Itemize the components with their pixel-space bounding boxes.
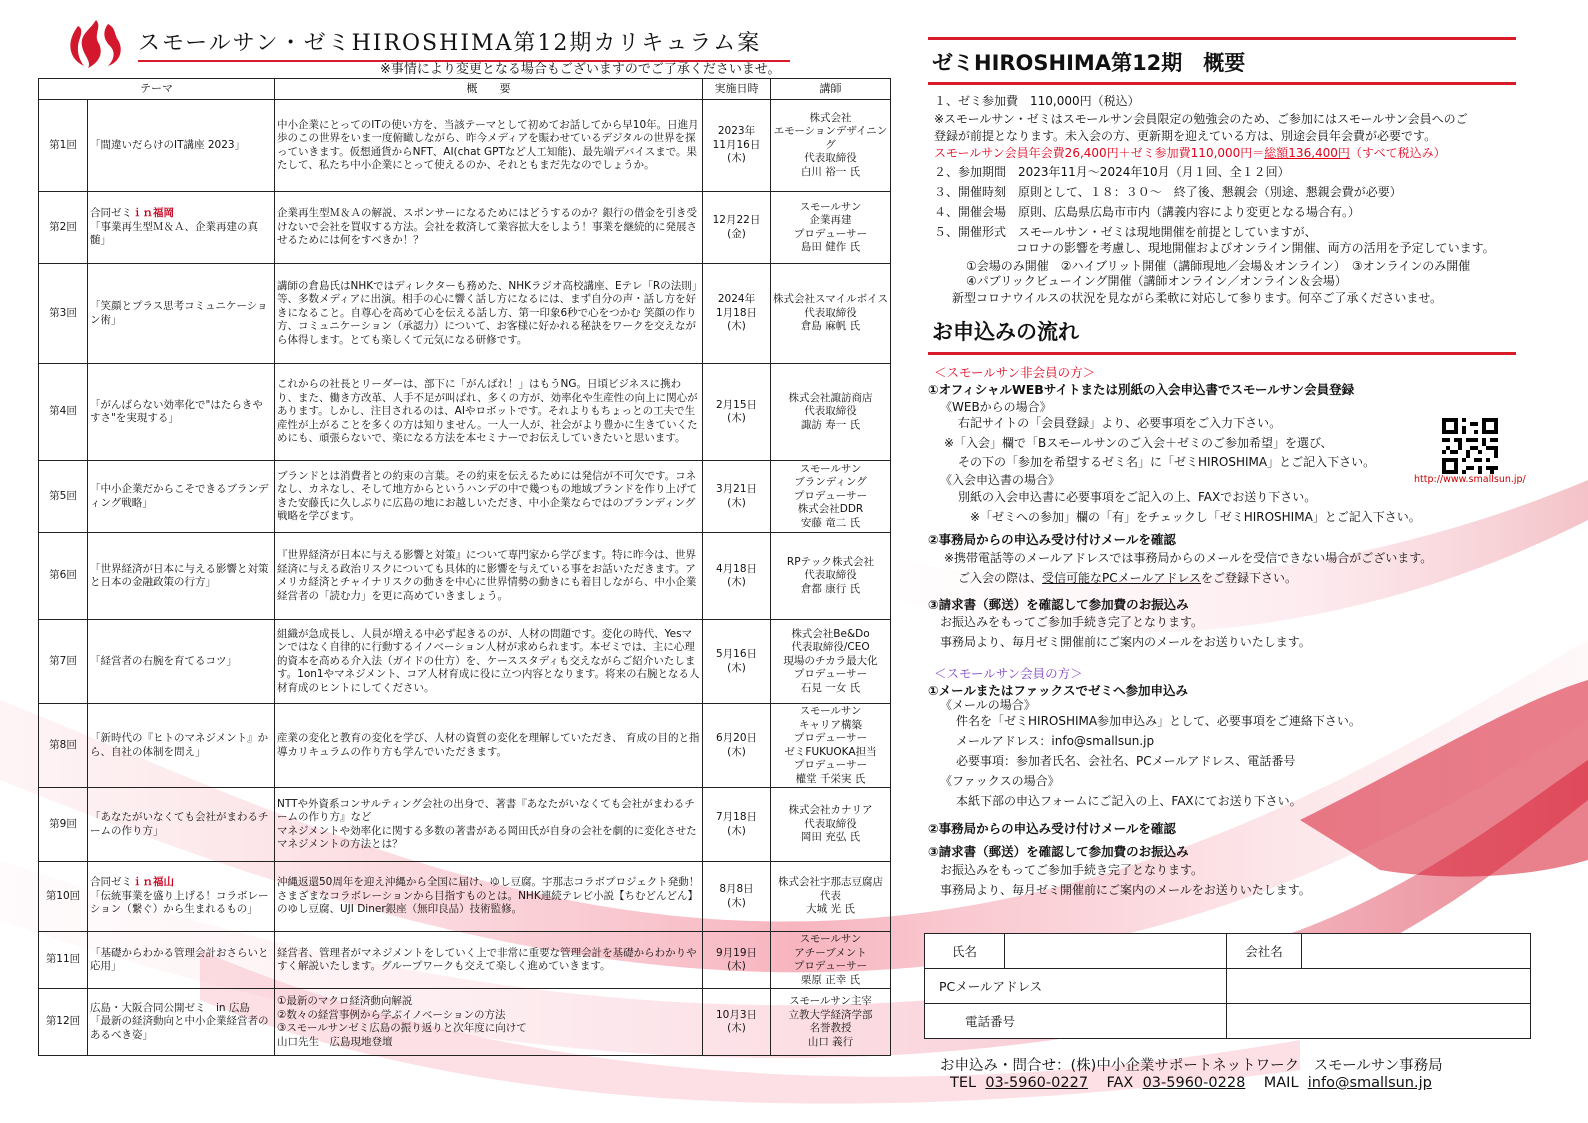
lecturer-line: 株式会社カナリア xyxy=(788,804,873,817)
nm-step2-2a: ご入会の際は、 xyxy=(958,571,1043,585)
m-mail-3: 必要事項：参加者氏名、会社名、PCメールアドレス、電話番号 xyxy=(956,754,1296,768)
session-date-line: 11月16日 xyxy=(712,138,761,151)
lecturer-line: 名誉教授 xyxy=(809,1022,852,1034)
session-theme-text: 「伝統事業を盛り上げる！コラボレーション（繋ぐ）から生まれるもの」 xyxy=(90,889,269,916)
session-theme-text: 「基礎からわかる管理会計おさらいと応用」 xyxy=(90,946,269,972)
session-lecturer xyxy=(771,620,891,704)
lecturer-line: ゼミFUKUOKA担当 xyxy=(784,745,877,758)
session-theme-text: 「新時代の『ヒトのマネジメント』から、自社の体制を問え」 xyxy=(90,732,269,758)
lecturer-line: 代表取締役 xyxy=(804,152,857,165)
table-row xyxy=(39,989,891,1056)
flow-heading: お申込みの流れ xyxy=(932,320,1079,344)
lecturer-line: 代表取締役 xyxy=(804,405,857,418)
session-date-line: 9月19日 xyxy=(715,946,758,959)
m-step3: ③請求書（郵送）を確認して参加費のお振込み xyxy=(928,844,1189,859)
session-theme xyxy=(88,364,275,461)
session-date-line: (木) xyxy=(727,824,746,837)
session-theme xyxy=(88,264,275,364)
flow-bar xyxy=(928,352,1516,355)
session-theme-text: 「事業再生型Ｍ＆Ａ、企業再建の真髄」 xyxy=(90,220,258,247)
session-theme-text: 「がんばらない効率化で"はたらきやすさ"を実現する」 xyxy=(90,398,263,424)
mail-label: MAIL xyxy=(1263,1075,1299,1091)
session-theme-text: 「経営者の右腕を育てるコツ」 xyxy=(90,654,237,667)
lecturer-line: プロデューサー xyxy=(793,668,868,681)
curriculum-table xyxy=(38,78,891,1056)
session-date-line: (木) xyxy=(727,960,746,972)
fee-line: １、ゼミ参加費 110,000円（税込） xyxy=(934,94,1140,108)
session-lecturer xyxy=(771,788,891,862)
joint-seminar-text: 合同ゼミｉｎ福岡 xyxy=(90,207,174,220)
lecturer-line: 大城 光 氏 xyxy=(806,903,855,916)
session-date xyxy=(703,620,771,704)
session-number: 第2回 xyxy=(39,192,88,264)
format-line-2: コロナの影響を考慮し、現地開催およびオンライン開催、両方の活用を予定しています。 xyxy=(1016,241,1495,255)
session-theme xyxy=(88,989,275,1056)
lecturer-line: 權堂 千栄実 氏 xyxy=(795,772,866,785)
session-number: 第9回 xyxy=(39,788,88,862)
nm-web-2: ※「入会」欄で「Bスモールサンのご入会＋ゼミのご参加希望」を選び、 xyxy=(944,436,1333,450)
smallsun-logo-icon xyxy=(66,16,124,70)
session-number: 第8回 xyxy=(39,704,88,788)
period-line: ２、参加期間 2023年11月～2024年10月（月１回、全１２回） xyxy=(934,165,1290,179)
session-lecturer xyxy=(771,704,891,788)
session-date-line: (木) xyxy=(727,661,746,674)
session-theme-text: 「世界経済が日本に与える影響と対策と日本の金融政策の行方」 xyxy=(90,562,269,588)
nm-step3: ③請求書（郵送）を確認して参加費のお振込み xyxy=(928,597,1189,612)
nm-paper-2: ※「ゼミへの参加」欄の「有」をチェックし「ゼミHIROSHIMA」とご記入下さい。 xyxy=(970,510,1421,524)
lecturer-line: プロデューサー xyxy=(793,227,868,240)
nm-step3-1: お振込みをもってご参加手続き完了となります。 xyxy=(940,615,1204,629)
lecturer-line: スモールサン xyxy=(799,200,862,213)
session-summary: 産業の変化と教育の変化を学び、人材の資質の変化を理解していただき、 育成の目的と指導カリキュラムの作り方も学んでいただきます。 xyxy=(275,704,703,788)
format-note: 新型コロナウイルスの状況を見ながら柔軟に対応して参ります。何卒ご了承くださいませ。 xyxy=(952,291,1442,305)
form-row-name xyxy=(925,934,1531,969)
m-mail-2: メールアドレス：info@smallsun.jp xyxy=(956,734,1155,748)
session-summary: 講師の倉島氏はNHKではディレクターも務めた、NHKラジオ高校講座、Eテレ「Rの法則」等、多数メディアに出演。相手の心に響く話し方になるには、まず自分の声・話し方を好きになること。自尊心を高めて心を伝える話し方、第一印象6秒で心をつかむ 笑顔の作り方、コミュニケーション（承認力）について、お客様に好かれる秘訣をワークを交えながら体得します。とても楽しくて元気になる研修です。 xyxy=(275,264,703,364)
lecturer-line: スモールサン xyxy=(799,933,862,945)
session-theme xyxy=(88,788,275,862)
session-date-line: (木) xyxy=(727,320,746,333)
lecturer-line: RPテック株式会社 xyxy=(786,555,875,568)
session-theme-text: 「間違いだらけのIT講座 2023」 xyxy=(90,138,246,151)
nm-step2-1: ※携帯電話等のメールアドレスでは事務局からのメールを受信できない場合がございます。 xyxy=(944,551,1433,565)
table-row xyxy=(39,100,891,192)
contact-line: お申込み・問合せ：(株)中小企業サポートネットワーク スモールサン事務局 xyxy=(940,1058,1443,1074)
session-theme-text: 「中小企業だからこそできるブランディング戦略」 xyxy=(90,483,269,509)
tel-label: TEL xyxy=(950,1075,977,1091)
lecturer-line: 代表 xyxy=(820,889,841,902)
header-date: 実施日時 xyxy=(703,79,771,100)
lecturer-line: プロデューサー xyxy=(793,759,868,771)
nm-step3-2: 事務局より、毎月ゼミ開催前にご案内のメールをお送りいたします。 xyxy=(940,635,1311,649)
m-step3-1: お振込みをもってご参加手続き完了となります。 xyxy=(940,863,1204,877)
session-date-line: (木) xyxy=(727,896,746,909)
change-notice: ※事情により変更となる場合もございますのでご了承くださいませ。 xyxy=(380,62,781,77)
lecturer-line: 石見 一女 氏 xyxy=(800,681,861,694)
lecturer-line: 立教大学経済学部 xyxy=(788,1008,873,1021)
session-theme xyxy=(88,620,275,704)
overview-top-bar xyxy=(928,37,1516,40)
lecturer-line: 代表取締役 xyxy=(804,306,857,319)
session-date-line: 3月21日 xyxy=(715,483,758,495)
session-number: 第10回 xyxy=(39,862,88,932)
session-date xyxy=(703,364,771,461)
table-row xyxy=(39,704,891,788)
session-lecturer xyxy=(771,100,891,192)
session-date xyxy=(703,704,771,788)
m-mail: 《メールの場合》 xyxy=(940,698,1036,712)
format-options-1: ①会場のみ開催 ②ハイブリット開催（講師現地／会場＆オンライン） ③オンラインのみ開催 xyxy=(966,259,1471,273)
curriculum-title: スモールサン・ゼミHIROSHIMA第12期カリキュラム案 xyxy=(138,31,762,56)
session-summary: 『世界経済が日本に与える影響と対策』について専門家から学びます。特に昨今は、世界経済に与える政治リスクについても具体的に影響を与えている事をお話いただきます。アメリカ経済とチャイナリスクの動きを中心に世界情勢の動きにも着目しながら、中小企業経営者の「読む力」を更に高めていきましょう。 xyxy=(275,533,703,620)
session-summary: 企業再生型Ｍ＆Ａの解説、スポンサーになるためにはどうするのか？銀行の借金を引き受けないで会社を買収する方法。会社を救済して業容拡大をしよう！事業を継続的に発展させるためには何をすべきか！？ xyxy=(275,192,703,264)
session-lecturer xyxy=(771,264,891,364)
session-theme xyxy=(88,862,275,932)
form-phone-label: 電話番号 xyxy=(925,1004,1227,1039)
form-company-field[interactable] xyxy=(1302,934,1531,969)
site-url[interactable]: http://www.smallsun.jp/ xyxy=(1414,474,1526,485)
lecturer-line: 岡田 充弘 氏 xyxy=(800,831,861,844)
lecturer-line: 白川 裕一 氏 xyxy=(800,165,861,178)
joint-seminar-label xyxy=(90,876,272,890)
form-company-label: 会社名 xyxy=(1227,934,1302,969)
table-row xyxy=(39,264,891,364)
session-number: 第7回 xyxy=(39,620,88,704)
session-date-line: 8月8日 xyxy=(719,883,754,895)
session-summary: 経営者、管理者がマネジメントをしていく上で非常に重要な管理会計を基礎からわかりやすく解説いたします。グループワークも交えて楽しく進めていきます。 xyxy=(275,932,703,989)
time-line: ３、開催時刻 原則として、１８：３０～ 終了後、懇親会（別途、懇親会費が必要） xyxy=(934,185,1402,199)
header-theme: テーマ xyxy=(39,79,275,100)
form-email-label: PCメールアドレス xyxy=(925,969,1227,1004)
lecturer-line: 株式会社Be&Do xyxy=(791,627,870,640)
session-summary: これからの社長とリーダーは、部下に「がんばれ！」はもうNG。日頃ビジネスに携わり、また、働き方改革、人手不足が叫ばれ、多くの方が、効率化や生産性の向上に関心があります。しかし、注目されるのは、AIやロボットです。それよりもちょっとの工夫で生産性が上がることを多くの方は知りません。一人一人が、社会がより豊かに生きていくためにも、頑張らないで、楽になる方法を本セミナーでお伝えしていきたいと思います。 xyxy=(275,364,703,461)
member-heading: ＜スモールサン会員の方＞ xyxy=(934,666,1083,681)
lecturer-line: 現場のチカラ最大化 xyxy=(783,654,878,667)
nm-step2: ②事務局からの申込み受け付けメールを確認 xyxy=(928,532,1176,547)
table-row xyxy=(39,620,891,704)
lecturer-line: スモールサン xyxy=(799,462,862,475)
form-row-email xyxy=(925,969,1531,1004)
lecturer-line: 島田 健作 氏 xyxy=(800,241,861,253)
session-date xyxy=(703,100,771,192)
session-theme xyxy=(88,461,275,533)
fee-total: スモールサン会員年会費26,400円＋ゼミ参加費110,000円＝総額136,400円（すべて税込み） xyxy=(934,146,1446,160)
qr-code-icon[interactable] xyxy=(1442,418,1498,474)
session-date xyxy=(703,989,771,1056)
nm-paper: 《入会申込書の場合》 xyxy=(940,473,1061,487)
session-number: 第3回 xyxy=(39,264,88,364)
table-row xyxy=(39,862,891,932)
session-summary: 沖縄返還50周年を迎え沖縄から全国に届け、ゆし豆腐。宇那志コラボプロジェクト発動！さまざまなコラボレーションから目指すものとは。NHK連続テレビ小説【ちむどんどん】のゆし豆腐、UJI Diner銀座（無印良品）技術監修。 xyxy=(275,862,703,932)
fee-note-2: 登録が前提となります。未入会の方、更新期を迎えている方は、別途会員年会費が必要です。 xyxy=(934,129,1437,143)
format-line-1: ５、開催形式 スモールサン・ゼミは現地開催を前提としていますが、 xyxy=(934,225,1317,239)
session-number: 第11回 xyxy=(39,932,88,989)
session-lecturer xyxy=(771,364,891,461)
session-lecturer xyxy=(771,862,891,932)
session-date-line: 1月18日 xyxy=(715,306,758,319)
session-number: 第5回 xyxy=(39,461,88,533)
session-theme xyxy=(88,192,275,264)
nm-step2-2 xyxy=(958,570,1297,587)
session-date xyxy=(703,533,771,620)
form-name-label: 氏名 xyxy=(925,934,1005,969)
m-step3-2: 事務局より、毎月ゼミ開催前にご案内のメールをお送りいたします。 xyxy=(940,883,1311,897)
lecturer-line: エモーションデザイニング xyxy=(773,125,888,151)
session-lecturer xyxy=(771,989,891,1056)
nonmember-heading: ＜スモールサン非会員の方＞ xyxy=(934,365,1096,380)
form-phone-field[interactable] xyxy=(1227,1004,1531,1039)
joint-seminar-text: 合同ゼミｉｎ福山 xyxy=(90,876,174,889)
session-date-line: (木) xyxy=(727,496,746,509)
lecturer-line: 株式会社スマイルボイス xyxy=(773,293,888,306)
session-date xyxy=(703,192,771,264)
lecturer-line: 栗原 正幸 氏 xyxy=(800,973,861,986)
session-date-line: (木) xyxy=(727,412,746,424)
lecturer-line: 株式会社DDR xyxy=(797,503,864,516)
session-date xyxy=(703,264,771,364)
format-options-2: ④パブリックビューイング開催（講師オンライン／オンライン＆会場） xyxy=(966,274,1347,288)
fax-number[interactable]: 03-5960-0228 xyxy=(1142,1075,1246,1091)
session-date-line: 2023年 xyxy=(717,125,756,138)
session-date-line: 6月20日 xyxy=(715,732,758,744)
lecturer-line: スモールサン主宰 xyxy=(789,995,872,1007)
session-date-line: 10月3日 xyxy=(715,1008,758,1021)
session-date-line: 4月18日 xyxy=(715,562,758,575)
session-date xyxy=(703,862,771,932)
lecturer-line: 安藤 竜二 氏 xyxy=(800,516,861,529)
form-name-field[interactable] xyxy=(1005,934,1227,969)
application-form xyxy=(924,933,1531,1039)
table-row xyxy=(39,788,891,862)
session-number: 第6回 xyxy=(39,533,88,620)
fax-label: FAX xyxy=(1106,1075,1134,1091)
lecturer-line: ブランディング xyxy=(794,476,867,489)
session-date-line: (木) xyxy=(727,576,746,588)
form-email-field[interactable] xyxy=(1227,969,1531,1004)
lecturer-line: アチーブメント xyxy=(794,946,867,959)
session-summary: 中小企業にとってのITの使い方を、当該テーマとして初めてお話してから早10年。日進月歩のこの世界をいま一度俯瞰しながら、昨今メディアを賑わせているデジタルの世界を探っていきます。仮想通貨からNFT、AI(chat GPTなど人工知能)、最先端デバイスまで。果たして、私たち中小企業にとって使えるのか、それともまだ先なのでしょうか。 xyxy=(275,100,703,192)
session-summary: ブランドとは消費者との約束の言葉。その約束を伝えるためには発信が不可欠です。コネなし、カネなし、そして地方からというハンデの中で幾つもの地域ブランドを作り上げてきた安藤氏に久しぶりに広島の地にお越しいただき、中小企業ならではのブランディング戦略を学びます。 xyxy=(275,461,703,533)
session-lecturer xyxy=(771,533,891,620)
session-date-line: (木) xyxy=(727,1022,746,1034)
lecturer-line: 山口 義行 xyxy=(807,1035,854,1048)
lecturer-line: 代表取締役 xyxy=(804,569,857,582)
lecturer-line: キャリア構築 xyxy=(799,718,862,731)
session-lecturer xyxy=(771,932,891,989)
nm-step1: ①オフィシャルWEBサイトまたは別紙の入会申込書でスモールサン会員登録 xyxy=(928,382,1355,397)
overview-bottom-bar xyxy=(928,82,1516,85)
session-date xyxy=(703,932,771,989)
table-row xyxy=(39,192,891,264)
session-lecturer xyxy=(771,192,891,264)
lecturer-line: 代表取締役/CEO xyxy=(791,641,870,654)
session-date-line: (金) xyxy=(727,227,746,240)
lecturer-line: 諏訪 寿一 氏 xyxy=(800,418,861,431)
session-date-line: 12月22日 xyxy=(712,214,761,226)
session-theme-text: 「笑顔とプラス思考コミュニケーション術」 xyxy=(90,300,268,326)
form-row-phone xyxy=(925,1004,1531,1039)
session-summary: ①最新のマクロ経済動向解説 ②数々の経営事例から学ぶイノベーションの方法 ③スモールサンゼミ広島の振り返りと次年度に向けて 山口先生 広島現地登壇 xyxy=(275,989,703,1056)
session-date-line: (木) xyxy=(727,152,746,165)
session-theme-text: 広島・大阪合同公開ゼミ in 広島 「最新の経済動向と中小企業経営者のあるべき姿」 xyxy=(90,1001,269,1041)
nm-step2-2b: 受信可能なPCメールアドレス xyxy=(1042,571,1202,585)
lecturer-line: 株式会社宇那志豆腐店 xyxy=(778,876,883,889)
nm-web-3: その下の「参加を希望するゼミ名」に「ゼミHIROSHIMA」とご記入下さい。 xyxy=(958,455,1376,469)
lecturer-line: プロデューサー xyxy=(793,732,868,744)
tel-number[interactable]: 03-5960-0227 xyxy=(985,1075,1089,1091)
session-summary: NTTや外資系コンサルティング会社の出身で、著書『あなたがいなくても会社がまわるチームの作り方』など マネジメントや効率化に関する多数の著書がある岡田氏が自身の会社を劇的に変化させたマネジメントの方法とは？ xyxy=(275,788,703,862)
m-step1: ①メールまたはファックスでゼミへ参加申込み xyxy=(928,683,1188,698)
nm-step2-2c: をご登録下さい。 xyxy=(1201,571,1298,585)
mail-link[interactable]: info@smallsun.jp xyxy=(1307,1075,1432,1091)
joint-seminar-label xyxy=(90,207,272,221)
session-date xyxy=(703,788,771,862)
session-lecturer xyxy=(771,461,891,533)
curriculum-body xyxy=(39,100,891,1056)
m-fax: 《ファックスの場合》 xyxy=(940,774,1060,788)
lecturer-line: スモールサン xyxy=(799,705,862,717)
m-mail-1: 件名を「ゼミHIROSHIMA参加申込み」として、必要事項をご連絡下さい。 xyxy=(956,714,1361,728)
session-date-line: 2024年 xyxy=(717,293,756,306)
session-date xyxy=(703,461,771,533)
session-number: 第1回 xyxy=(39,100,88,192)
session-summary: 組織が急成長し、人員が増える中必ず起きるのが、人材の問題です。変化の時代、Yesマンではなく自律的に行動するイノベーション人材が求められます。本ゼミでは、主に心理的資本を高める介入法（ガイドの仕方）を、ケーススタディも交えながらご紹介いたします。1on1やマネジメント、コア人材育成に役に立つ内容となります。将来の右腕となる人材育成のヒントにしてください。 xyxy=(275,620,703,704)
venue-line: ４、開催会場 原則、広島県広島市市内（講義内容により変更となる場合有。） xyxy=(934,205,1361,219)
session-date-line: 2月15日 xyxy=(715,398,758,411)
lecturer-line: 株式会社 xyxy=(809,111,852,124)
session-theme xyxy=(88,100,275,192)
table-row xyxy=(39,932,891,989)
fee-note-1: ※スモールサン・ゼミはスモールサン会員限定の勉強会のため、ご参加にはスモールサン会員へのご xyxy=(934,112,1468,126)
header-summary: 概 要 xyxy=(275,79,703,100)
contact-numbers xyxy=(950,1075,1530,1091)
session-theme-text: 「あなたがいなくても会社がまわるチームの作り方」 xyxy=(90,811,269,837)
nm-web: 《WEBからの場合》 xyxy=(940,400,1052,414)
lecturer-line: 株式会社諏訪商店 xyxy=(788,391,873,404)
overview-heading: ゼミHIROSHIMA第12期 概要 xyxy=(932,51,1246,75)
table-row xyxy=(39,461,891,533)
header-lecturer: 講師 xyxy=(771,79,891,100)
lecturer-line: 代表取締役 xyxy=(804,817,857,830)
nm-web-1: 右記サイトの「会員登録」より、必要事項をご入力下さい。 xyxy=(958,416,1282,430)
session-date-line: (木) xyxy=(727,745,746,758)
table-header-row xyxy=(39,79,891,100)
m-fax-1: 本紙下部の申込フォームにご記入の上、FAXにてお送り下さい。 xyxy=(956,794,1302,808)
session-theme xyxy=(88,704,275,788)
table-row xyxy=(39,364,891,461)
table-row xyxy=(39,533,891,620)
nm-paper-1: 別紙の入会申込書に必要事項をご記入の上、FAXでお送り下さい。 xyxy=(958,490,1317,504)
lecturer-line: プロデューサー xyxy=(793,960,868,972)
session-date-line: 7月18日 xyxy=(715,811,758,823)
lecturer-line: 企業再建 xyxy=(809,214,852,226)
session-theme xyxy=(88,932,275,989)
session-date-line: 5月16日 xyxy=(715,648,758,660)
lecturer-line: 倉島 麻帆 氏 xyxy=(800,320,861,333)
m-step2: ②事務局からの申込み受け付けメールを確認 xyxy=(928,821,1176,836)
session-number: 第4回 xyxy=(39,364,88,461)
session-theme xyxy=(88,533,275,620)
session-number: 第12回 xyxy=(39,989,88,1056)
lecturer-line: プロデューサー xyxy=(793,489,868,502)
lecturer-line: 倉都 康行 氏 xyxy=(800,582,861,595)
